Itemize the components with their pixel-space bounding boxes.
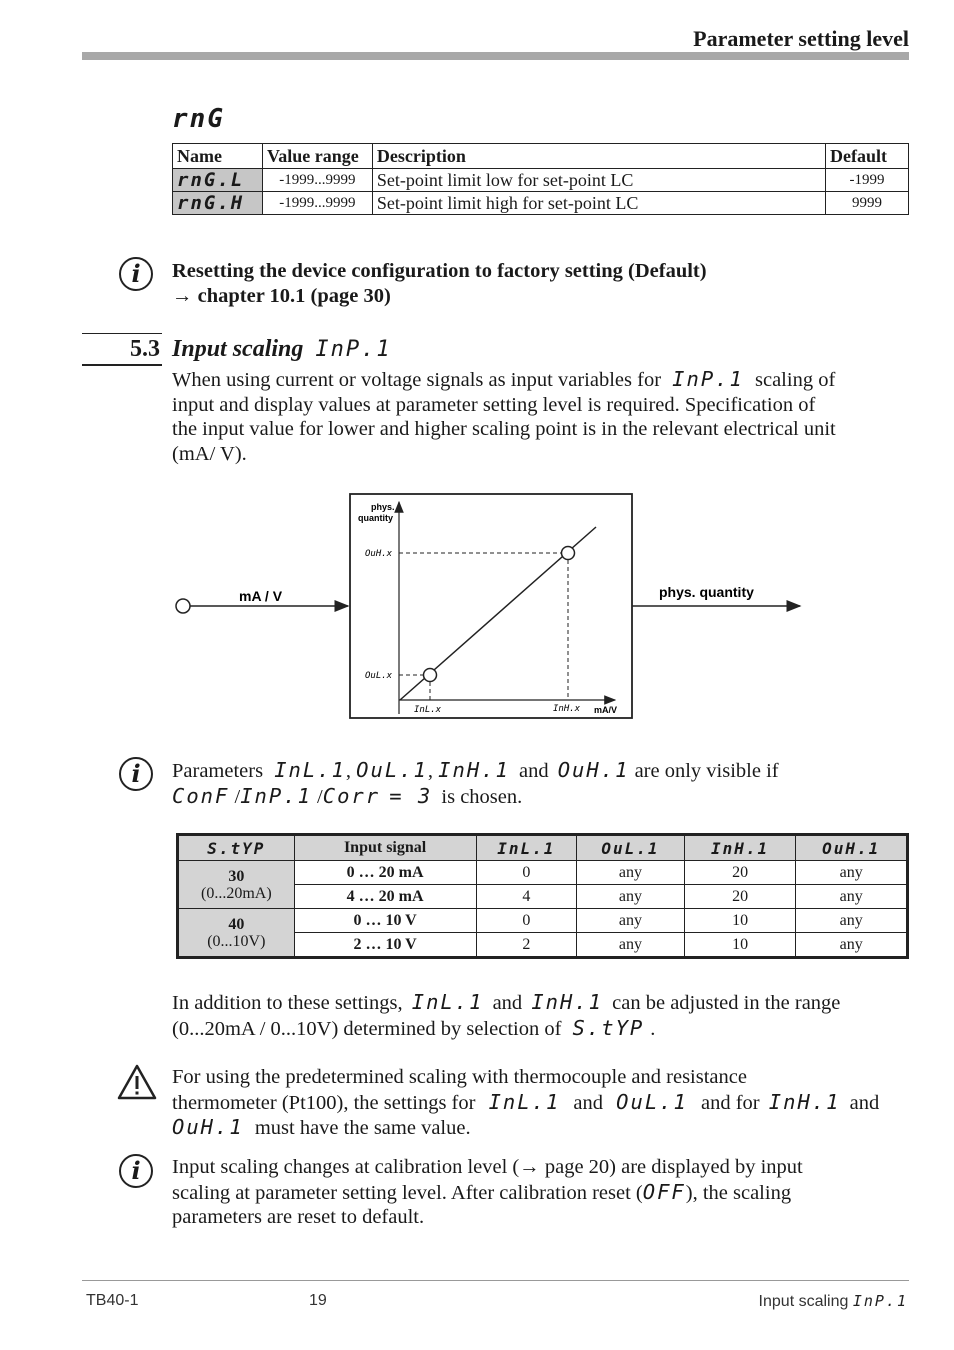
table-header-row	[178, 835, 908, 861]
text-span: (0...20mA / 0...10V) determined by selection of	[172, 1017, 562, 1040]
paragraph-line	[172, 990, 912, 1016]
text-span: are only visible if	[634, 760, 779, 782]
table-header-row	[173, 144, 909, 169]
text-span: and	[849, 1091, 880, 1114]
table-row	[173, 192, 909, 215]
text-span: can be adjusted in the range	[612, 992, 841, 1014]
high-scaling-point	[562, 547, 575, 560]
scaling-diagram	[170, 490, 810, 722]
param-code: = 3	[389, 783, 433, 808]
label-inl: InL.x	[414, 705, 442, 715]
footer-doc-id: TB40-1	[86, 1292, 139, 1309]
section-title-code: InP.1	[315, 337, 392, 362]
section-intro-paragraph	[172, 367, 912, 466]
text-span: scaling at parameter setting level. After calibration reset (	[172, 1181, 643, 1204]
info-icon: i	[119, 1154, 153, 1188]
param-code: S.tYP	[572, 1015, 645, 1040]
text-span: is chosen.	[441, 785, 523, 808]
param-code: InL.1	[488, 1089, 561, 1114]
param-range: -1999...9999	[262, 192, 372, 215]
param-code: InP.1	[672, 367, 744, 391]
text-span: thermometer (Pt100), the settings for	[172, 1091, 476, 1114]
paragraph-line	[172, 1090, 912, 1116]
paragraph-line	[172, 1115, 912, 1141]
paragraph-line	[172, 367, 912, 393]
param-default: -1999	[826, 169, 909, 192]
param-code: Corr	[322, 783, 381, 808]
ouh-cell: any	[796, 933, 908, 958]
section-rule-bottom	[82, 364, 162, 366]
param-description: Set-point limit high for set-point LC	[372, 192, 825, 215]
param-code: OuH.1	[557, 758, 630, 782]
paragraph-line: Parameters InL.1, OuL.1, InH.1 and OuH.1 are only visible if	[172, 758, 779, 782]
param-code: InL.1	[411, 990, 484, 1014]
param-default: 9999	[826, 192, 909, 215]
paragraph-line: the input value for lower and higher scaling point is in the relevant electrical unit	[172, 418, 836, 440]
column-header-default: Default	[826, 144, 909, 169]
section-rule-top	[82, 333, 162, 334]
stype-group-cell	[178, 909, 295, 958]
stype-group-cell	[178, 861, 295, 909]
inh-cell: 10	[684, 933, 796, 958]
table-row	[178, 861, 908, 885]
input-signal-cell: 0 … 10 V	[294, 909, 476, 933]
param-code: InP.1	[240, 783, 312, 808]
input-signal-cell: 4 … 20 mA	[294, 885, 476, 909]
rng-parameter-table	[172, 143, 909, 215]
page-header-title: Parameter setting level	[693, 26, 909, 51]
param-name: rnG.H	[173, 192, 263, 215]
paragraph-line: Input scaling changes at calibration level (→ page 20) are displayed by input	[172, 1156, 803, 1178]
warning-note	[172, 1065, 912, 1141]
params-visibility-note	[172, 758, 912, 809]
paragraph-line: ConF /InP.1 /Corr = 3 is chosen.	[172, 783, 523, 808]
param-code: ConF	[172, 783, 230, 808]
rng-section-title: rnG	[172, 104, 225, 134]
ouh-cell: any	[796, 909, 908, 933]
param-code: OuL.1	[616, 1089, 688, 1114]
reset-note-chapter-link[interactable]: → chapter 10.1 (page 30)	[172, 285, 391, 307]
paragraph-line: parameters are reset to default.	[172, 1206, 425, 1228]
label-ouh: OuH.x	[365, 549, 393, 559]
ouh-cell: any	[796, 861, 908, 885]
column-header-description: Description	[372, 144, 825, 169]
text-span: Input scaling	[758, 1293, 849, 1310]
param-code: OFF	[642, 1179, 686, 1204]
text-span: must have the same value.	[254, 1117, 471, 1139]
stype-code: 40	[228, 915, 245, 933]
input-label: mA / V	[239, 588, 283, 604]
column-header-ouh: OuH.1	[796, 835, 908, 861]
output-label: phys. quantity	[659, 584, 754, 600]
text-span: In addition to these settings,	[172, 992, 403, 1014]
x-axis-label: mA/V	[594, 705, 618, 715]
paragraph-line	[172, 1016, 912, 1042]
footer-divider	[82, 1280, 909, 1281]
diagram-box	[350, 494, 632, 718]
paragraph-line: (mA/ V).	[172, 442, 247, 465]
param-code: OuH.1	[172, 1115, 244, 1139]
param-code: InH.1	[768, 1089, 841, 1114]
table-row	[178, 909, 908, 933]
paragraph-line: For using the predetermined scaling with thermocouple and resistance	[172, 1066, 747, 1088]
low-scaling-point	[424, 669, 437, 682]
column-header-inl: InL.1	[476, 835, 577, 861]
oul-cell: any	[577, 909, 685, 933]
column-header-value-range: Value range	[262, 144, 372, 169]
param-code: OuL.1	[356, 758, 428, 782]
text-span: and	[492, 992, 523, 1014]
footer-page-number: 19	[309, 1292, 327, 1309]
paragraph-line: input and display values at parameter setting level is required. Specification of	[172, 393, 816, 416]
y-axis-label-1: phys.	[371, 502, 395, 512]
text-span: When using current or voltage signals as input variables for	[172, 369, 662, 391]
text-span: and for	[701, 1091, 760, 1114]
footer-section-title	[759, 1292, 908, 1311]
info-icon: i	[119, 257, 153, 291]
section-title	[172, 336, 392, 363]
label-oul: OuL.x	[365, 671, 393, 681]
input-signal-cell: 2 … 10 V	[294, 933, 476, 958]
text-span: and	[573, 1091, 604, 1114]
ouh-cell: any	[796, 885, 908, 909]
calibration-note	[172, 1155, 912, 1230]
text-span: scaling of	[755, 369, 836, 391]
paragraph-line	[172, 1180, 912, 1206]
reset-note-line1: Resetting the device configuration to factory setting (Default)	[172, 260, 707, 282]
inl-cell: 2	[476, 933, 577, 958]
text-span: and	[518, 760, 549, 782]
label-inh: InH.x	[553, 704, 581, 714]
info-icon: i	[119, 757, 153, 791]
header-divider	[82, 52, 909, 60]
param-range: -1999...9999	[262, 169, 372, 192]
text-span: .	[650, 1017, 656, 1040]
inl-cell: 0	[476, 909, 577, 933]
section-title-text: Input scaling	[172, 336, 304, 362]
y-axis-label-2: quantity	[358, 513, 393, 523]
input-signal-cell: 0 … 20 mA	[294, 861, 476, 885]
oul-cell: any	[577, 885, 685, 909]
inl-cell: 0	[476, 861, 577, 885]
param-name: rnG.L	[173, 169, 263, 192]
warning-icon	[117, 1064, 157, 1100]
stype-range: (0...20mA)	[200, 884, 272, 902]
column-header-inh: InH.1	[684, 835, 796, 861]
stype-range: (0...10V)	[207, 932, 266, 950]
column-header-stype: S.tYP	[178, 835, 295, 861]
param-description: Set-point limit low for set-point LC	[372, 169, 825, 192]
column-header-name: Name	[173, 144, 263, 169]
text-span: ), the scaling	[685, 1181, 792, 1204]
inh-cell: 10	[684, 909, 796, 933]
param-code: InL.1	[274, 758, 346, 782]
text-span: Parameters	[172, 760, 264, 782]
input-terminal	[176, 599, 190, 613]
section-number: 5.3	[130, 336, 160, 362]
oul-cell: any	[577, 933, 685, 958]
param-code: InH.1	[438, 758, 510, 782]
column-header-oul: OuL.1	[577, 835, 685, 861]
param-code: InP.1	[852, 1292, 908, 1310]
oul-cell: any	[577, 861, 685, 885]
inh-cell: 20	[684, 861, 796, 885]
stype-code: 30	[228, 867, 245, 885]
column-header-input-signal: Input signal	[294, 835, 476, 861]
param-code: InH.1	[531, 990, 604, 1014]
addition-paragraph	[172, 990, 912, 1041]
scaling-table	[176, 833, 909, 959]
table-row	[173, 169, 909, 192]
inh-cell: 20	[684, 885, 796, 909]
inl-cell: 4	[476, 885, 577, 909]
